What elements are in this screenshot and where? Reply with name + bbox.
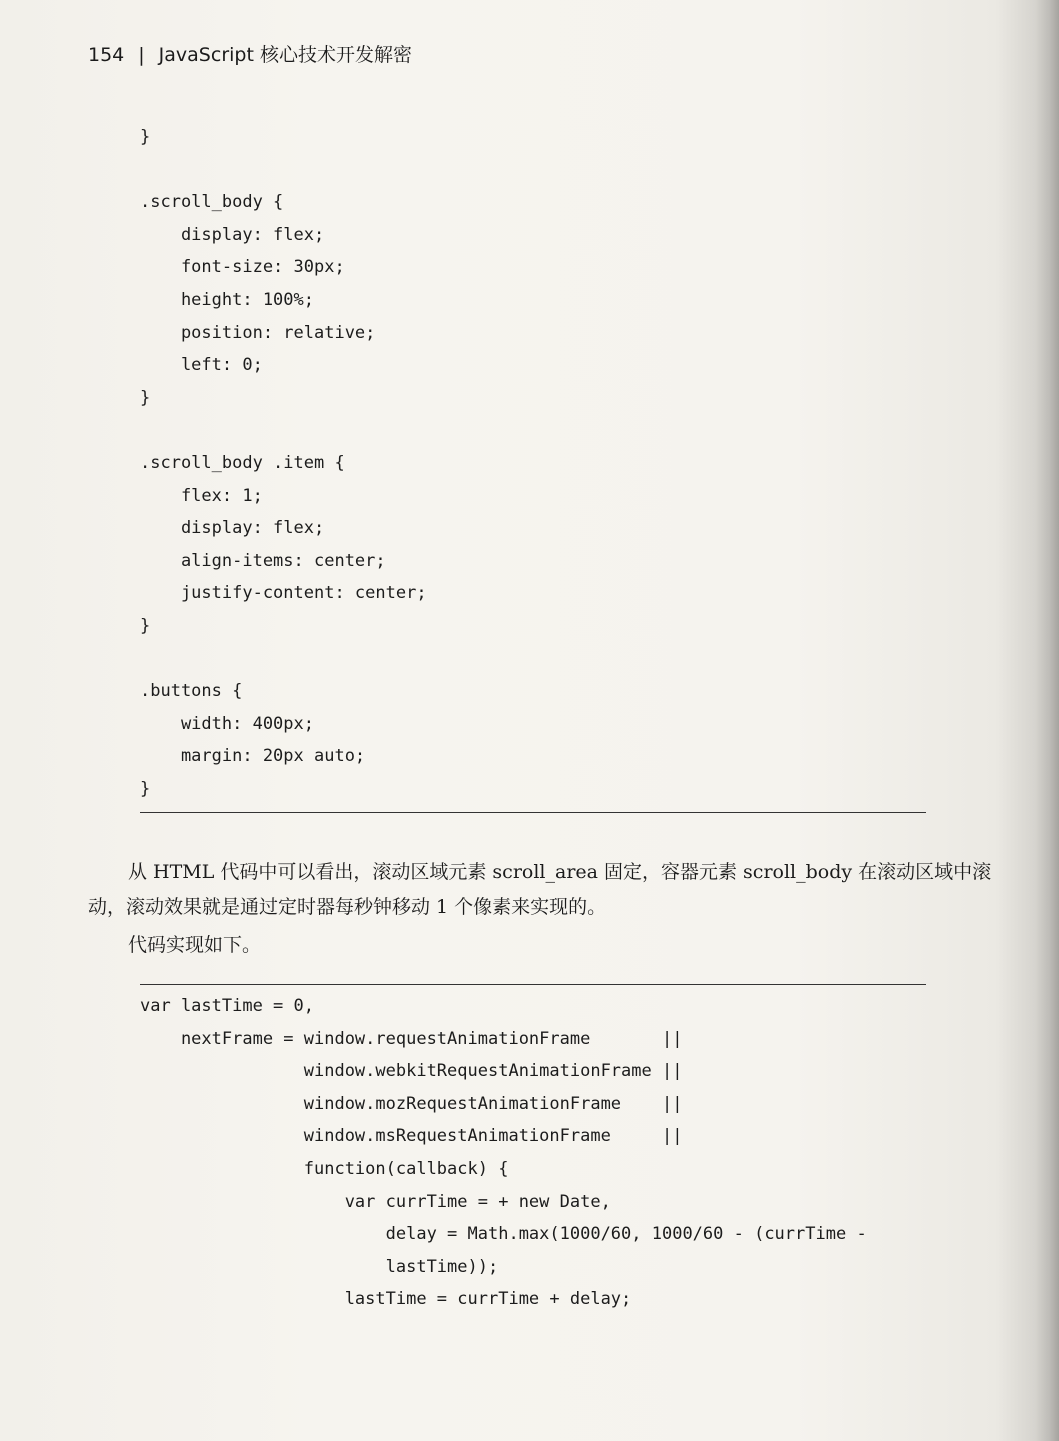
js-code-line: lastTime)); bbox=[140, 1256, 499, 1277]
css-code-line bbox=[140, 414, 427, 447]
css-code-block bbox=[140, 121, 427, 805]
css-code-line: font-size: 30px; bbox=[140, 257, 345, 278]
css-code-line: display: flex; bbox=[140, 224, 325, 245]
css-code-line bbox=[140, 154, 427, 187]
book-title: JavaScript 核心技术开发解密 bbox=[158, 44, 412, 66]
css-code-line bbox=[140, 643, 427, 676]
css-code-line: .buttons { bbox=[140, 681, 243, 702]
header-separator: | bbox=[138, 44, 145, 66]
js-code-line: window.msRequestAnimationFrame || bbox=[140, 1126, 683, 1147]
code-block-top-rule bbox=[140, 984, 926, 985]
intro-line: 代码实现如下。 bbox=[128, 934, 262, 956]
js-code-block bbox=[140, 990, 867, 1316]
css-code-line: } bbox=[140, 778, 151, 799]
js-code-line: var lastTime = 0, bbox=[140, 996, 314, 1016]
paragraph-text: 从 HTML 代码中可以看出，滚动区域元素 scroll_area 固定，容器元素 scroll_body 在滚动区域中滚动，滚动效果就是通过定时器每秒钟移动 1 个像素来实现的。 bbox=[88, 861, 992, 918]
page-header bbox=[88, 40, 412, 67]
css-code-line: .scroll_body .item { bbox=[140, 452, 345, 473]
code-block-bottom-rule bbox=[140, 812, 926, 813]
css-code-line: justify-content: center; bbox=[140, 583, 427, 604]
css-code-line: display: flex; bbox=[140, 518, 325, 539]
page-number: 154 bbox=[88, 44, 125, 66]
js-code-line: delay = Math.max(1000/60, 1000/60 - (currTime - bbox=[140, 1224, 867, 1245]
css-code-line: } bbox=[140, 615, 151, 636]
body-paragraph bbox=[88, 855, 998, 925]
css-code-line: margin: 20px auto; bbox=[140, 746, 366, 767]
css-code-line: .scroll_body { bbox=[140, 192, 284, 213]
js-code-line: function(callback) { bbox=[140, 1158, 509, 1179]
js-code-line: window.webkitRequestAnimationFrame || bbox=[140, 1061, 683, 1082]
js-code-line: window.mozRequestAnimationFrame || bbox=[140, 1093, 683, 1114]
css-code-line: flex: 1; bbox=[140, 485, 263, 506]
css-code-line: } bbox=[140, 387, 151, 408]
css-code-line: width: 400px; bbox=[140, 713, 314, 734]
js-code-line: lastTime = currTime + delay; bbox=[140, 1289, 632, 1310]
js-code-line: nextFrame = window.requestAnimationFrame || bbox=[140, 1028, 683, 1049]
css-code-line: align-items: center; bbox=[140, 550, 386, 571]
css-code-line: left: 0; bbox=[140, 355, 263, 376]
js-code-line: var currTime = + new Date, bbox=[140, 1191, 611, 1212]
css-code-line: } bbox=[140, 127, 151, 147]
css-code-line: height: 100%; bbox=[140, 289, 314, 310]
css-code-line: position: relative; bbox=[140, 322, 376, 343]
page-edge-shadow bbox=[1035, 0, 1059, 1441]
